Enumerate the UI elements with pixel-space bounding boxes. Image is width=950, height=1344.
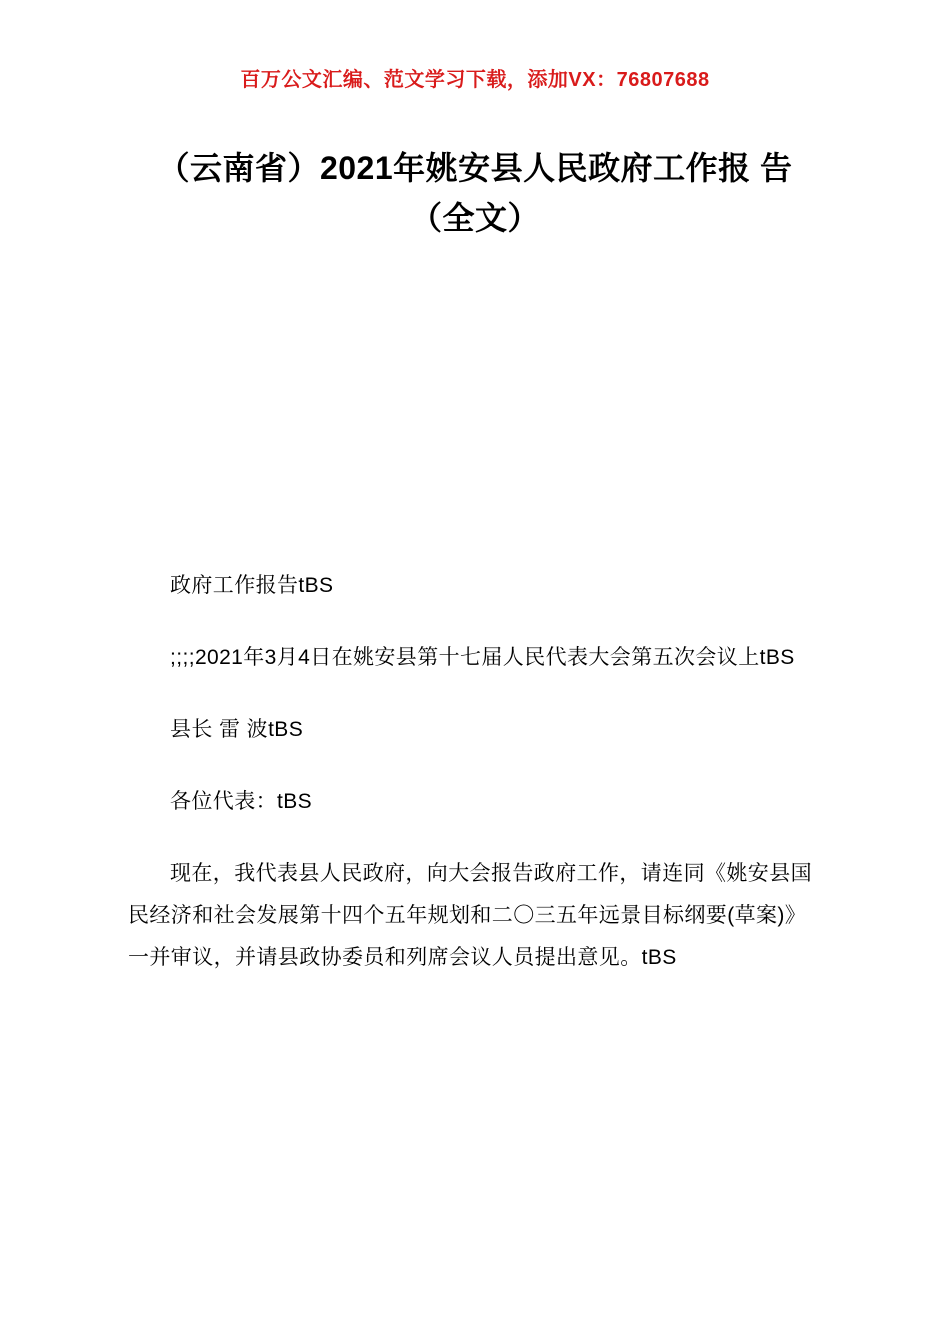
document-body	[128, 565, 822, 979]
body-paragraph: 各位代表：tBS	[170, 789, 313, 813]
body-paragraph: 政府工作报告tBS	[170, 573, 334, 597]
body-paragraph: 县长 雷 波tBS	[170, 717, 304, 741]
title-body-spacer	[128, 265, 822, 565]
promo-banner: 百万公文汇编、范文学习下载，添加VX：76807688	[240, 69, 710, 91]
body-paragraph: 现在，我代表县人民政府，向大会报告政府工作，请连同《姚安县国民经济和社会发展第十四个五年规划和二〇三五年远景目标纲要(草案)》一并审议，并请县政协委员和列席会议人员提出意见。tBS	[128, 861, 812, 969]
body-paragraph: ;;;;2021年3月4日在姚安县第十七届人民代表大会第五次会议上tBS	[170, 645, 795, 669]
page-title: （云南省）2021年姚安县人民政府工作报 告（全文）	[157, 150, 793, 236]
